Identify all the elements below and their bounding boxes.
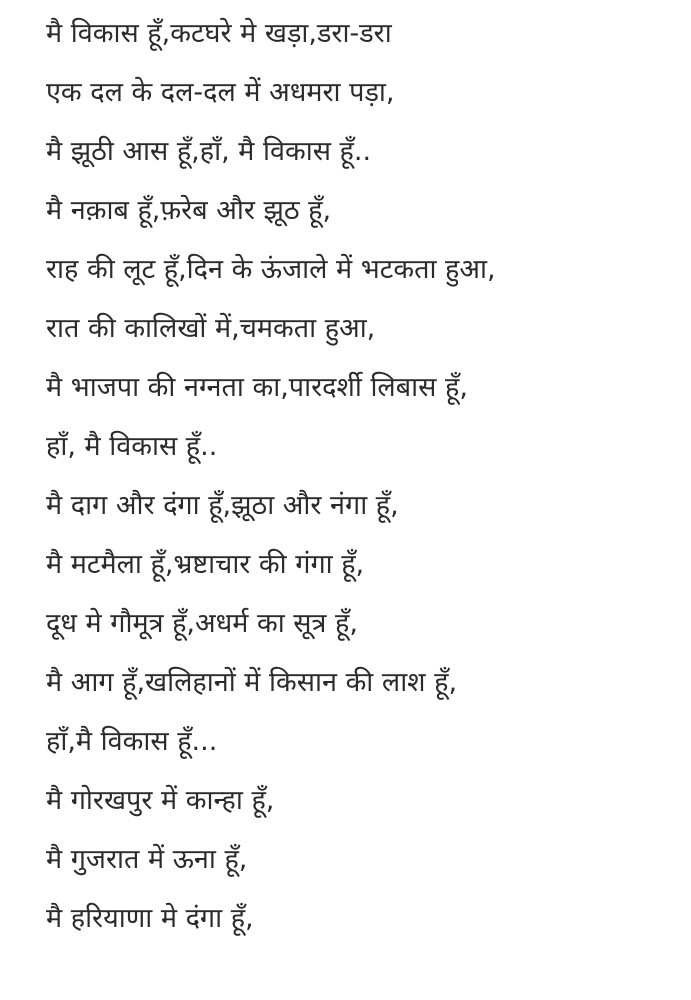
poem-line-4: मै नक़ाब हूँ,फ़रेब और झूठ हूँ, [46,195,332,226]
poem-line-15: मै गुजरात में ऊना हूँ, [46,844,248,875]
poem-text [46,14,676,958]
poem-line-8: हाँ, मै विकास हूँ.. [46,431,218,462]
poem-line-2: एक दल के दल-दल में अधमरा पड़ा, [46,77,395,108]
poem-line-5: राह की लूट हूँ,दिन के ऊंजाले में भटकता हुआ, [46,254,496,285]
poem-line-7: मै भाजपा की नग्नता का,पारदर्शी लिबास हूँ, [46,372,468,403]
poem-line-12: मै आग हूँ,खलिहानों में किसान की लाश हूँ, [46,667,458,698]
poem-line-14: मै गोरखपुर में कान्हा हूँ, [46,785,275,816]
poem-line-16: मै हरियाणा मे दंगा हूँ, [46,903,254,934]
poem-line-13: हाँ,मै विकास हूँ... [46,726,218,757]
poem-line-11: दूध मे गौमूत्र हूँ,अधर्म का सूत्र हूँ, [46,608,358,639]
poem-line-10: मै मटमैला हूँ,भ्रष्टाचार की गंगा हूँ, [46,549,365,580]
poem-line-1: मै विकास हूँ,कटघरे मे खड़ा,डरा-डरा [46,18,392,49]
poem-line-6: रात की कालिखों में,चमकता हुआ, [46,313,376,344]
poem-line-9: मै दाग और दंगा हूँ,झूठा और नंगा हूँ, [46,490,399,521]
poem-line-3: मै झूठी आस हूँ,हाँ, मै विकास हूँ.. [46,136,372,167]
